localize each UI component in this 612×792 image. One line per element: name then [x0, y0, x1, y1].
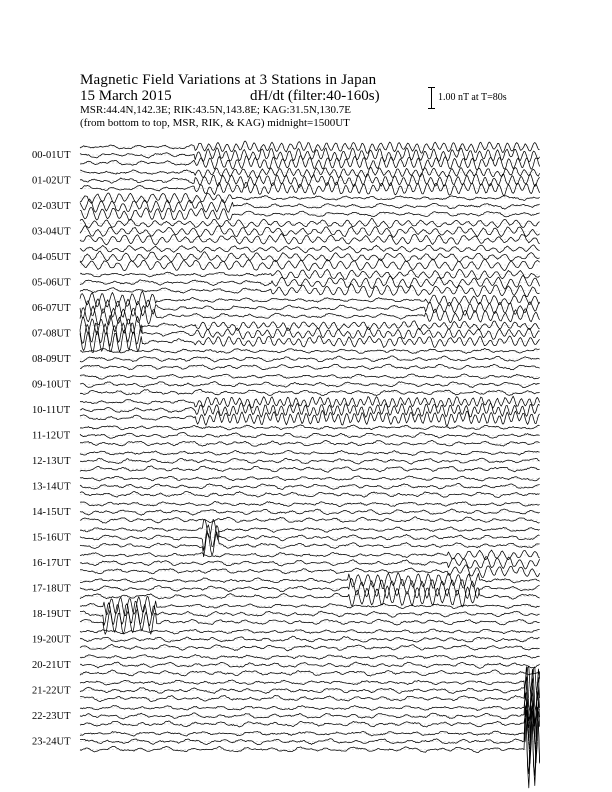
chart-title: Magnetic Field Variations at 3 Stations in Japan — [80, 72, 377, 88]
trace-rik — [80, 199, 540, 212]
station-coordinates: MSR:44.4N,142.3E; RIK:43.5N,143.8E; KAG:31.5N,130.7E — [80, 104, 352, 116]
trace-kag — [80, 167, 540, 178]
hour-label: 22-23UT — [32, 711, 71, 722]
hour-label: 06-07UT — [32, 303, 71, 314]
chart-date: 15 March 2015 — [80, 88, 172, 104]
hour-label: 21-22UT — [32, 685, 71, 697]
hour-label: 07-08UT — [32, 328, 71, 340]
hour-label: 13-14UT — [32, 481, 71, 493]
trace-kag — [80, 218, 540, 228]
hour-label: 01-02UT — [32, 175, 71, 187]
hour-label: 09-10UT — [32, 379, 71, 391]
trace-msr — [80, 565, 540, 578]
trace-msr — [80, 410, 540, 426]
hour-label: 23-24UT — [32, 736, 71, 748]
hour-label: 03-04UT — [32, 226, 71, 238]
hour-label: 10-11UT — [32, 405, 71, 416]
hour-label: 00-01UT — [32, 150, 71, 161]
hour-label: 02-03UT — [32, 201, 71, 212]
hour-label: 19-20UT — [32, 634, 71, 646]
trace-kag — [80, 193, 540, 204]
trace-kag — [80, 691, 540, 728]
trace-msr — [80, 609, 540, 634]
hour-label: 04-05UT — [32, 252, 71, 263]
trace-msr — [80, 718, 540, 787]
hour-label: 17-18UT — [32, 583, 71, 595]
trace-rik — [80, 148, 540, 162]
hour-label: 20-21UT — [32, 660, 71, 671]
hour-label: 15-16UT — [32, 532, 71, 544]
chart-quantity: dH/dt (filter:40-160s) — [250, 88, 380, 104]
hour-label: 12-13UT — [32, 456, 71, 467]
hour-label: 11-12UT — [32, 430, 71, 442]
hour-label: 05-06UT — [32, 277, 71, 289]
trace-rik — [80, 636, 540, 642]
hour-label: 14-15UT — [32, 507, 71, 518]
hour-label: 18-19UT — [32, 609, 71, 620]
hour-label: 08-09UT — [32, 354, 71, 365]
hour-label: 16-17UT — [32, 558, 71, 569]
station-order-note: (from bottom to top, MSR, RIK, & KAG) midnight=1500UT — [80, 117, 350, 129]
scale-bar-label: 1.00 nT at T=80s — [438, 92, 507, 103]
trace-msr — [80, 259, 540, 271]
